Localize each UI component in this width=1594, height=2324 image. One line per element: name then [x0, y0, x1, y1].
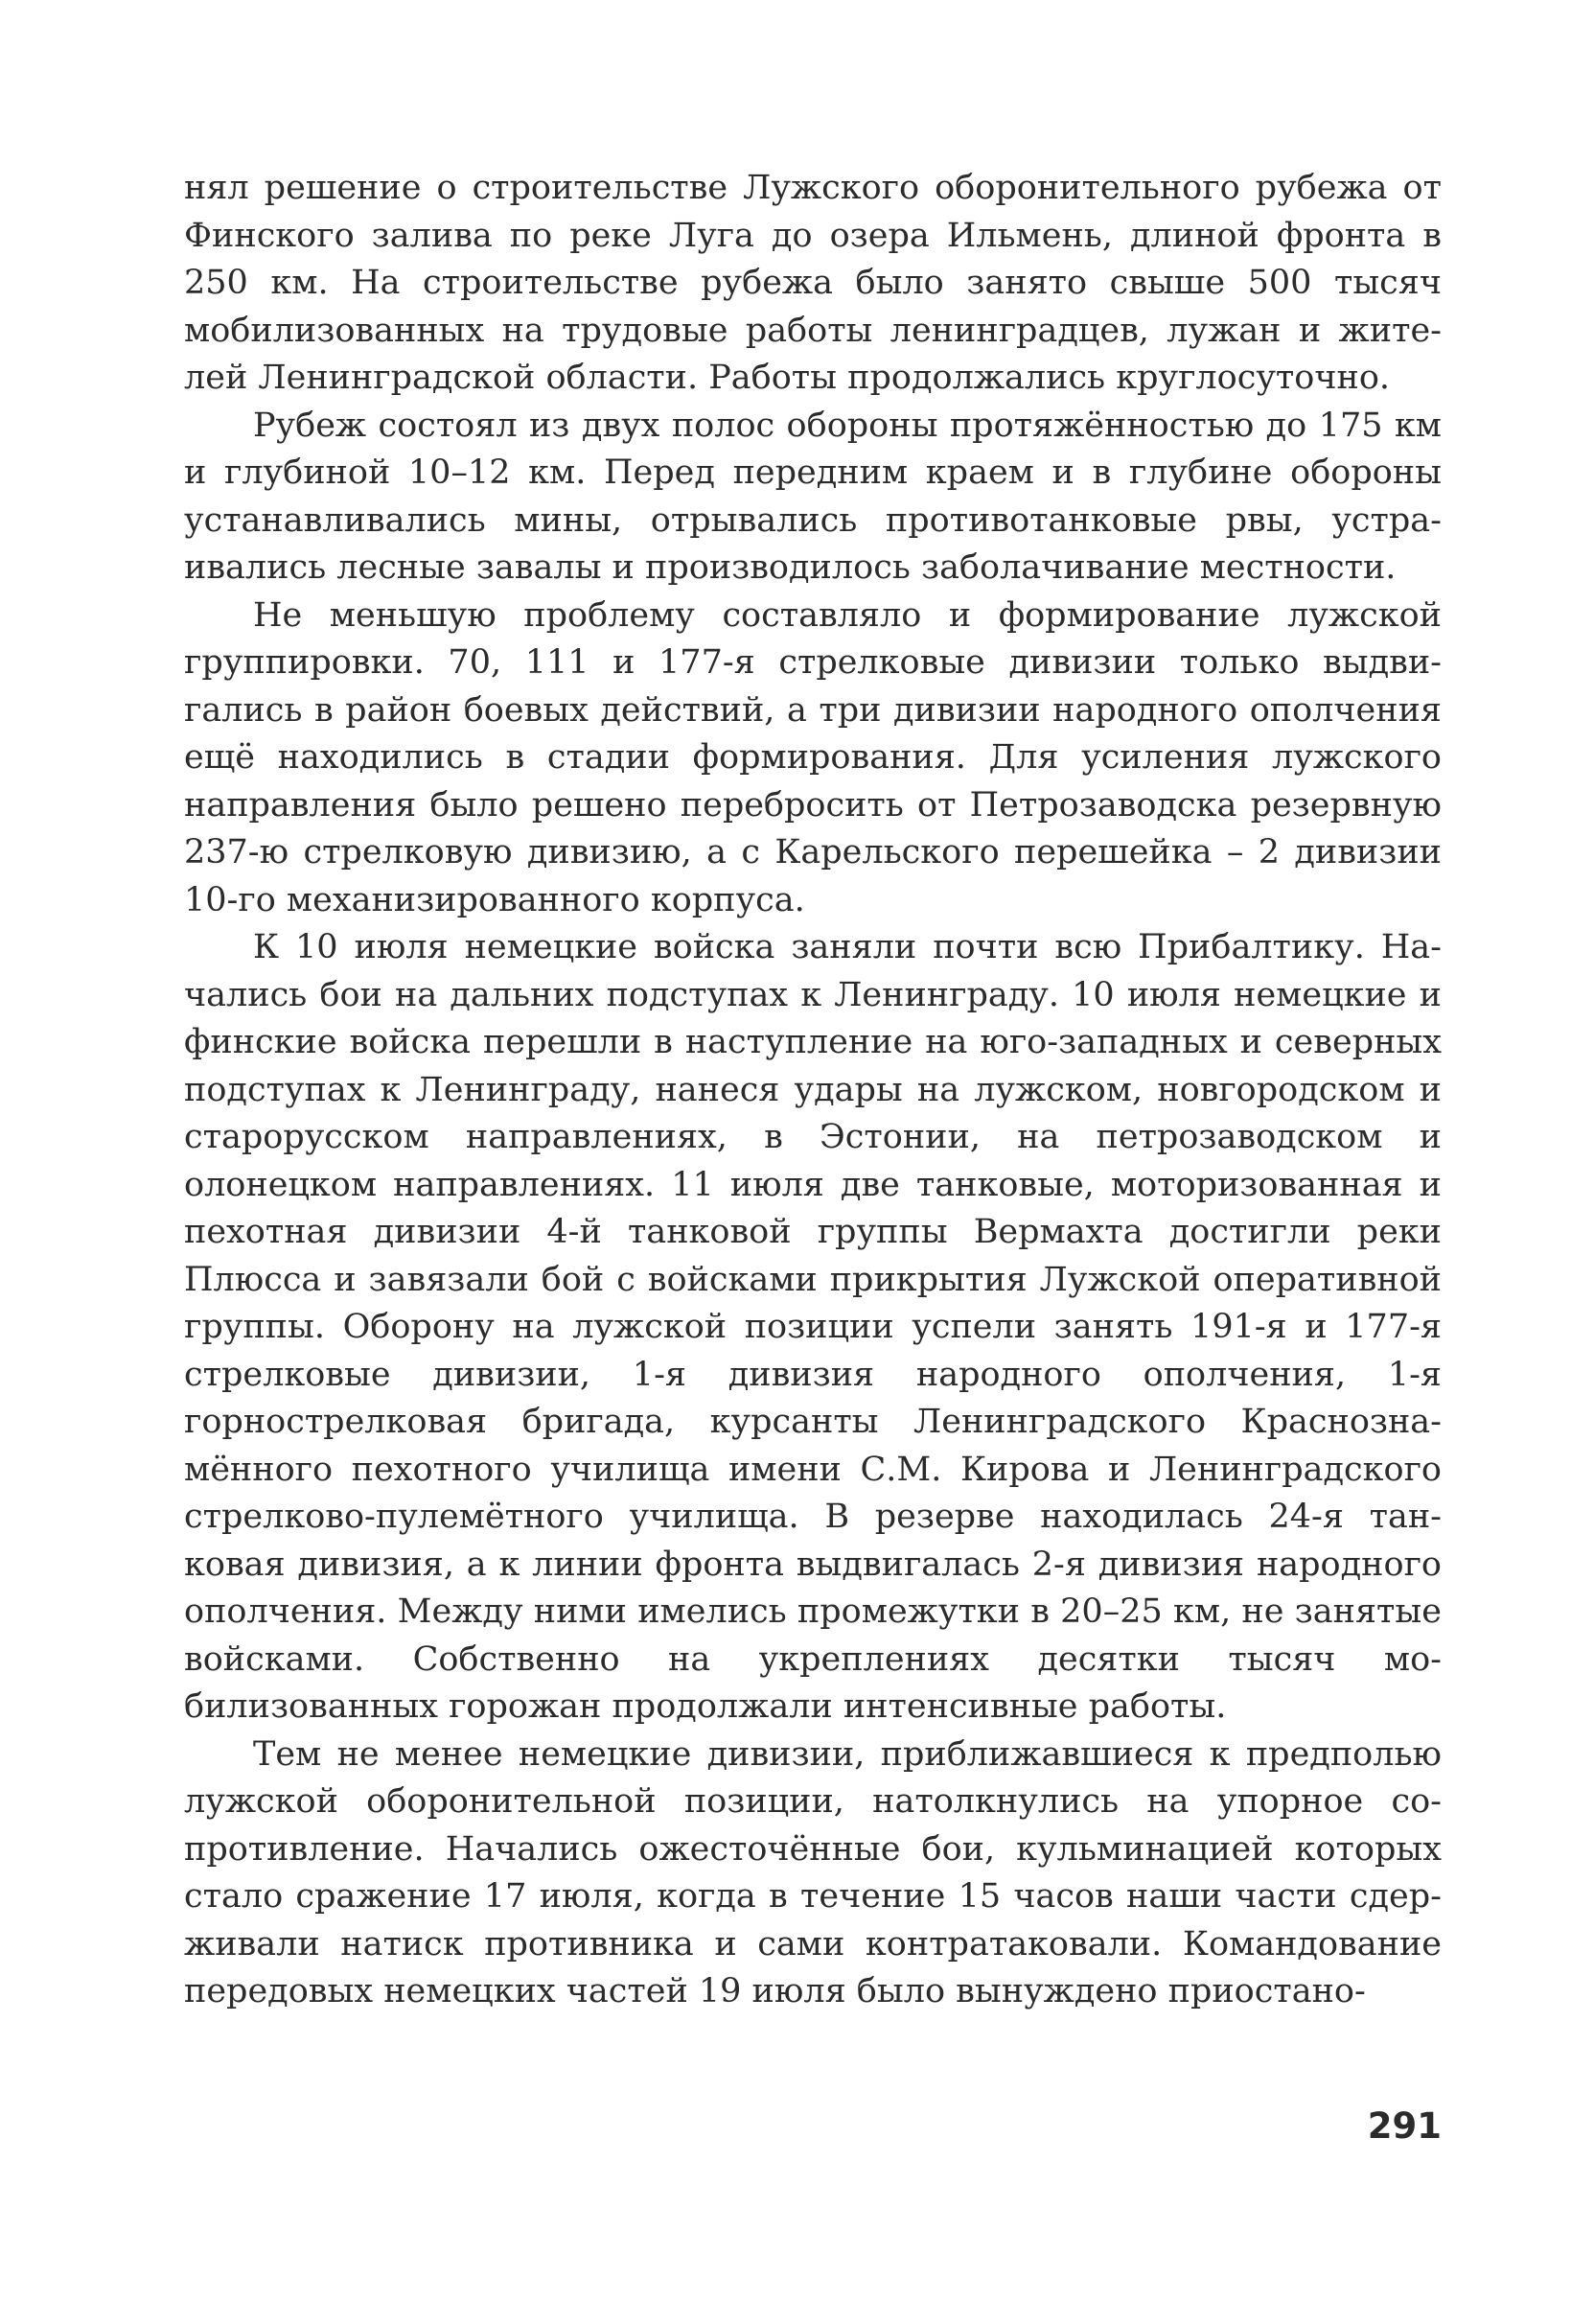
paragraph-continuation: нял решение о строительстве Лужского оборонительного рубежа от Финского залива по реке Луга до озера Ильмень, длиной фронта в 250 км. На строительстве рубежа было занято свыше 500 тысяч мобилизованных на трудовые работы ленинградцев, лужан и жителей Ленинградской области. Работы продолжались круглосуточно. — [184, 169, 1442, 397]
paragraph-rubezh: Рубеж состоял из двух полос обороны протяжённостью до 175 км и глубиной 10–12 км. Перед передним краем и в глубине обороны устанавливались мины, отрывались противотанковые рвы, устраивались лесные завалы и производилось заболачивание местности. — [184, 406, 1442, 587]
paragraph-gruppirovka: Не меньшую проблему составляло и формирование лужской группировки. 70, 111 и 177-я стрелковые дивизии только выдвигались в район боевых действий, а три дивизии народного ополчения ещё находились в стадии формирования. Для усиления лужского направления было решено перебросить от Петрозаводска резервную 237-ю стрелковую дивизию, а с Карельского перешейка – 2 дивизии 10-го механизированного корпуса. — [184, 595, 1442, 919]
page-body — [184, 165, 1442, 2016]
page-number: 291 — [1367, 2105, 1442, 2147]
paragraph-10-iyulya: К 10 июля немецкие войска заняли почти всю Прибалтику. Начались бои на дальних подступах к Ленинграду. 10 июля немецкие и финские войска перешли в наступление на юго-западных и северных подступах к Ленинграду, нанеся удары на лужском, новгородском и старорусском направлениях, в Эстонии, на петрозаводском и олонецком направлениях. 11 июля две танковые, моторизованная и пехотная дивизии 4-й танковой группы Вермахта достигли реки Плюсса и завязали бой с войсками прикрытия Лужской оперативной группы. Оборону на лужской позиции успели занять 191-я и 177-я стрелковые дивизии, 1-я дивизия народного ополчения, 1-я горнострелковая бригада, курсанты Ленинградского Краснознамённого пехотного училища имени С.М. Кирова и Ленинградского стрелково-пулемётного училища. В резерве находилась 24-я танковая дивизия, а к линии фронта выдвигалась 2-я дивизия народного ополчения. Между ними имелись промежутки в 20–25 км, не занятые войсками. Собственно на укреплениях десятки тысяч мобилизованных горожан продолжали интенсивные работы. — [184, 928, 1442, 1726]
paragraph-predpolye: Тем не менее немецкие дивизии, приближавшиеся к предполью лужской оборонительной позиции, натолкнулись на упорное сопротивление. Начались ожесточённые бои, кульминацией которых стало сражение 17 июля, когда в течение 15 часов наши части сдерживали натиск противника и сами контратаковали. Командование передовых немецких частей 19 июля было вынуждено приостано- — [184, 1734, 1442, 2010]
